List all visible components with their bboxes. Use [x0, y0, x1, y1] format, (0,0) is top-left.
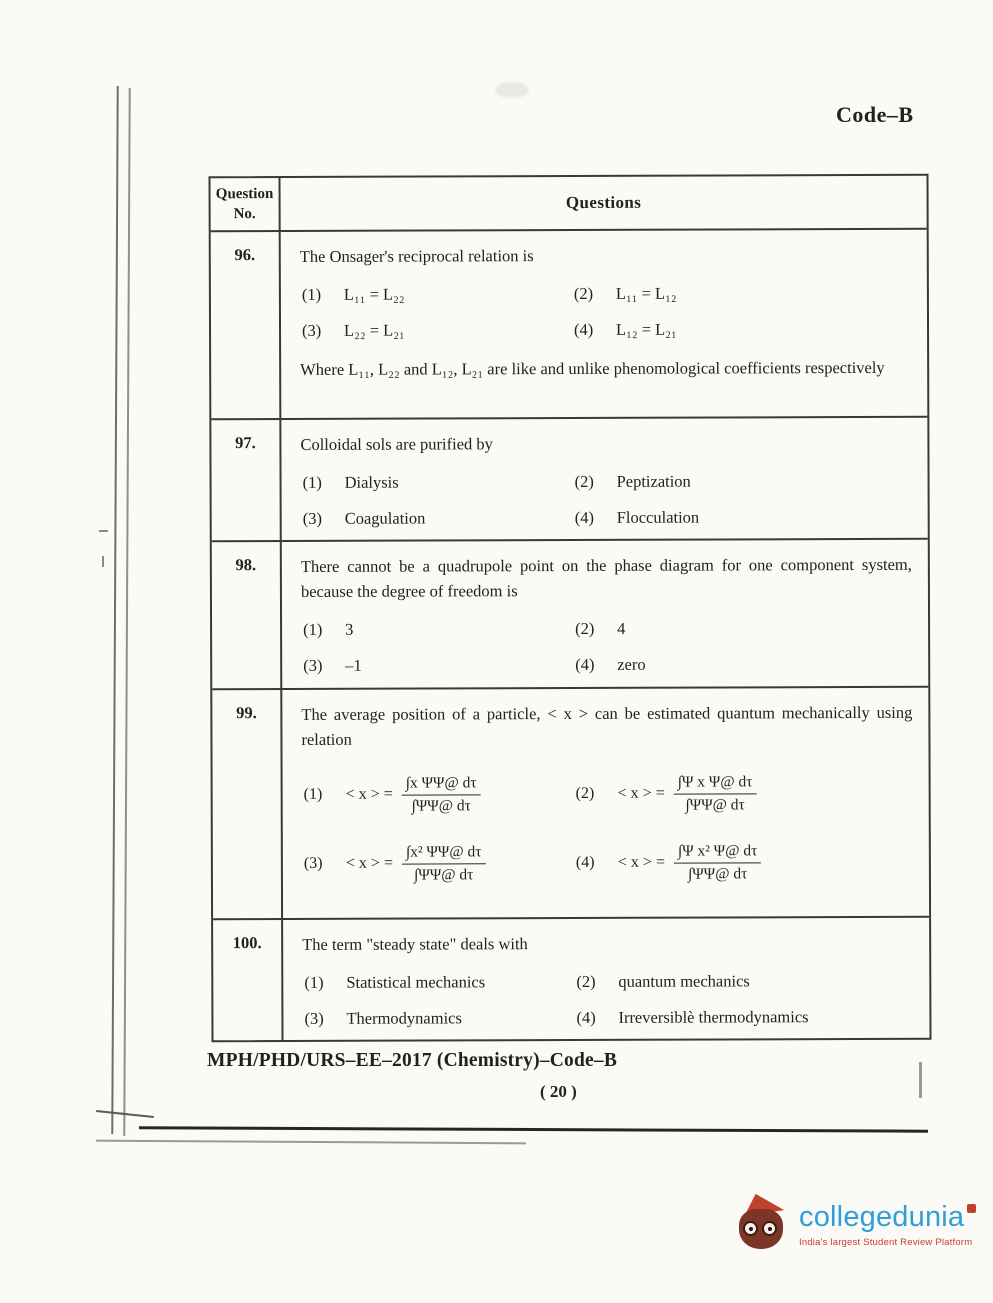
scan-mark — [919, 1062, 922, 1098]
brand-dot-icon — [967, 1204, 976, 1213]
page-edge-line — [96, 1110, 154, 1118]
option — [576, 971, 913, 992]
option — [303, 654, 575, 675]
header-no-word: No. — [233, 205, 256, 222]
table-header-questions: Questions — [565, 192, 642, 213]
option — [576, 841, 913, 883]
option-text: Irreversiblè thermodynamics — [618, 1006, 809, 1027]
option-text: L₁₁ = L₂₂ — [343, 284, 405, 304]
option-equation — [618, 773, 757, 814]
question-number: 97. — [211, 420, 281, 540]
question-text: The term "steady state" deals with — [302, 934, 528, 954]
scan-mark — [99, 530, 108, 532]
scan-mark — [102, 556, 104, 567]
option-number: (2) — [576, 971, 596, 991]
fraction-numerator: ∫x² ΨΨ@ dτ — [402, 843, 486, 864]
question-row — [212, 538, 929, 688]
option-text: Coagulation — [344, 508, 426, 528]
option-number: (3) — [303, 655, 323, 675]
option-number: (1) — [302, 472, 322, 492]
question-text: There cannot be a quadrupole point on the phase diagram for one component system, because the degree of freedom is — [300, 554, 912, 601]
option-number: (1) — [303, 785, 323, 803]
option — [574, 319, 911, 340]
question-row — [211, 228, 928, 418]
logo-text-block — [799, 1193, 976, 1248]
question-text: The average position of a particle, < x > can be estimated quantum mechanically using relation — [301, 702, 913, 749]
option-number: (2) — [573, 283, 594, 303]
option — [575, 471, 912, 492]
option — [304, 842, 576, 884]
brand-word: collegedunia — [799, 1201, 965, 1233]
fraction-denominator: ∫ΨΨ@ dτ — [685, 795, 745, 814]
question-note: Where L₁₁, L₂₂ and L₁₂, L₂₁ are like and unlike phenomological coefficients respectively — [300, 357, 885, 379]
question-body — [282, 540, 929, 688]
option-number: (4) — [574, 507, 594, 527]
page-edge-line — [96, 1140, 526, 1144]
option-equation — [346, 843, 486, 884]
page-number: ( 20 ) — [540, 1082, 577, 1101]
options-grid — [304, 772, 913, 884]
question-body — [283, 918, 929, 1040]
option — [304, 972, 576, 993]
option-text: 4 — [617, 618, 626, 638]
scan-spine-line — [123, 88, 130, 1136]
fraction — [674, 773, 757, 814]
question-row — [212, 686, 929, 918]
option — [575, 653, 912, 674]
owl-eye-icon — [762, 1221, 777, 1236]
option — [303, 618, 575, 639]
option — [303, 508, 575, 529]
collegedunia-logo — [735, 1193, 976, 1257]
option-number: (2) — [575, 784, 595, 802]
owl-mascot-icon — [735, 1193, 791, 1257]
question-number: 99. — [212, 690, 283, 918]
option-number: (4) — [575, 853, 595, 871]
option — [575, 507, 912, 528]
equation-lhs: < x > = — [345, 785, 393, 803]
fraction-denominator: ∫ΨΨ@ dτ — [411, 796, 471, 815]
fraction-numerator: ∫Ψ x Ψ@ dτ — [674, 773, 757, 794]
question-text: Colloidal sols are purified by — [300, 434, 493, 454]
option-text: Flocculation — [616, 507, 700, 527]
collegedunia-brand — [799, 1203, 976, 1232]
exam-code-label: Code–B — [836, 102, 914, 127]
page-edge-line — [139, 1126, 928, 1132]
fraction-denominator: ∫ΨΨ@ dτ — [688, 864, 748, 883]
option-text: quantum mechanics — [618, 971, 750, 991]
questions-table — [208, 174, 931, 1043]
option-text: zero — [617, 654, 646, 674]
option-number: (3) — [301, 320, 322, 340]
option-number: (3) — [303, 854, 323, 872]
option-text: L₁₁ = L₁₂ — [615, 283, 677, 303]
option — [576, 1007, 913, 1028]
option-number: (1) — [304, 972, 324, 992]
option-number: (4) — [575, 654, 595, 674]
options-grid — [304, 971, 913, 1029]
option-equation — [618, 842, 762, 884]
option-number: (3) — [302, 508, 322, 528]
header-question-word: Question — [215, 186, 274, 203]
question-body — [282, 688, 929, 918]
fraction-numerator: ∫Ψ x² Ψ@ dτ — [674, 842, 761, 863]
option — [302, 320, 574, 341]
fraction — [402, 774, 481, 815]
owl-eye-icon — [743, 1221, 758, 1236]
question-row — [211, 416, 927, 540]
question-row — [213, 916, 929, 1040]
equation-lhs: < x > = — [345, 854, 393, 872]
table-header-question-no — [210, 178, 280, 230]
option-text: L₁₂ = L₂₁ — [615, 319, 677, 339]
scan-smudge — [495, 82, 529, 98]
option-text: L₂₂ = L₂₁ — [343, 320, 405, 340]
option-number: (2) — [575, 618, 595, 638]
option — [575, 617, 912, 638]
option-number: (1) — [301, 284, 322, 304]
option-number: (4) — [576, 1007, 596, 1027]
option-number: (2) — [574, 471, 594, 491]
option — [303, 472, 575, 493]
option-text: Peptization — [616, 471, 691, 491]
scan-spine-line — [111, 86, 118, 1134]
question-body — [281, 230, 928, 418]
question-text: The Onsager's reciprocal relation is — [299, 246, 534, 266]
option-equation — [346, 774, 481, 815]
footer-exam-code: MPH/PHD/URS–EE–2017 (Chemistry)–Code–B — [207, 1050, 618, 1071]
options-grid — [303, 617, 912, 675]
option-text: –1 — [345, 655, 362, 675]
option-text: 3 — [345, 619, 354, 639]
option-number: (3) — [304, 1008, 324, 1028]
fraction — [402, 843, 486, 884]
question-number: 96. — [211, 232, 282, 418]
question-body — [281, 418, 927, 540]
equation-lhs: < x > = — [617, 853, 665, 871]
question-number: 100. — [213, 920, 283, 1040]
option — [576, 772, 913, 814]
option-text: Statistical mechanics — [346, 972, 486, 992]
option — [574, 283, 911, 304]
option-text: Dialysis — [344, 472, 399, 492]
collegedunia-tagline: India's largest Student Review Platform — [799, 1237, 973, 1248]
owl-face-icon — [739, 1209, 783, 1249]
options-grid — [303, 471, 912, 529]
equation-lhs: < x > = — [617, 784, 665, 802]
table-header-row — [210, 176, 926, 230]
question-number: 98. — [212, 542, 283, 688]
fraction — [674, 842, 762, 883]
option — [304, 1008, 576, 1029]
option-number: (4) — [573, 319, 594, 339]
option-text: Thermodynamics — [346, 1008, 462, 1028]
options-grid — [302, 283, 911, 341]
option — [304, 773, 576, 815]
option — [302, 284, 574, 305]
fraction-numerator: ∫x ΨΨ@ dτ — [402, 774, 481, 795]
option-number: (1) — [303, 619, 323, 639]
fraction-denominator: ∫ΨΨ@ dτ — [414, 865, 474, 884]
